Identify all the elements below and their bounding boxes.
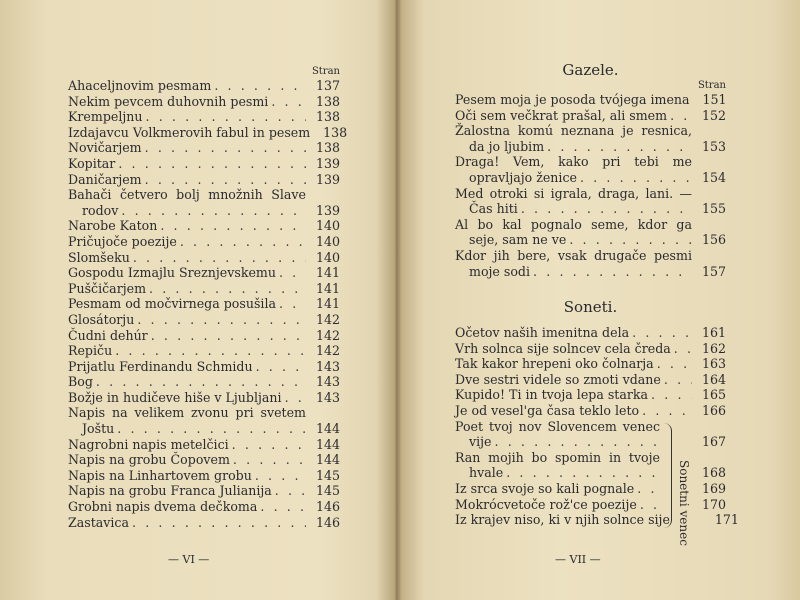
toc-entry	[68, 234, 340, 250]
toc-entry	[68, 515, 340, 531]
entry-title-continued: Čas hiti	[469, 201, 518, 217]
entry-title: Glosátorju	[68, 311, 135, 327]
entry-page: 154	[701, 169, 726, 185]
entry-page: 170	[701, 496, 726, 512]
page-number: — VI —	[168, 553, 210, 566]
entry-title-continued: da jo ljubim	[469, 138, 545, 154]
leader-dots	[566, 232, 692, 248]
section-title-gazele: Gazele.	[562, 61, 619, 79]
leader-dots	[276, 265, 306, 281]
leader-dots	[654, 356, 692, 372]
sonetni-venec-brace	[663, 423, 691, 546]
toc-entry	[68, 124, 348, 141]
entry-title: Napis na grobu Franca Julianija	[68, 483, 272, 499]
leader-dots	[118, 203, 306, 219]
entry-page: 168	[701, 465, 726, 481]
toc-entry	[68, 374, 340, 390]
entry-title: Napis na grobu Čopovem	[68, 452, 230, 468]
leader-dots	[518, 201, 692, 217]
leader-dots	[282, 390, 306, 406]
entry-page: 143	[315, 374, 340, 390]
entry-title: Daničarjem	[68, 171, 142, 187]
entry-title-continued: hvale	[469, 465, 504, 481]
toc-entry	[68, 78, 340, 94]
leader-dots	[667, 108, 692, 124]
toc-entry	[68, 250, 340, 266]
leader-dots	[661, 372, 692, 388]
entry-page: 138	[315, 140, 340, 156]
contents-list	[68, 78, 348, 530]
entry-page: 171	[714, 512, 739, 528]
leader-dots	[112, 343, 306, 359]
entry-page: 137	[315, 78, 340, 93]
toc-entry	[68, 94, 340, 110]
entry-title: Gospodu Izmajlu Sreznjevskemu	[68, 265, 276, 281]
leader-dots	[530, 264, 692, 280]
entry-title-continued: vije	[469, 434, 492, 450]
entry-page: 165	[701, 387, 726, 403]
toc-entry	[68, 343, 340, 359]
entry-title: Oči sem večkrat prašal, ali smem	[455, 107, 668, 123]
leader-dots	[177, 234, 306, 250]
entry-page: 144	[315, 436, 340, 452]
entry-title: Bahači četvero bolj množnih Slave	[68, 187, 306, 203]
toc-entry	[455, 108, 726, 124]
leader-dots	[134, 312, 306, 328]
stran-header: Stran	[311, 66, 340, 77]
entry-page: 146	[315, 514, 340, 530]
toc-entry	[68, 218, 340, 234]
entry-title: Narobe Katon	[68, 218, 158, 234]
leader-dots	[230, 452, 306, 468]
toc-entry	[455, 403, 726, 419]
entry-title: Kupido! Ti in tvoja lepa starka	[455, 387, 649, 403]
toc-entry	[68, 421, 340, 437]
entry-page: 142	[315, 343, 340, 359]
leader-dots	[130, 250, 306, 266]
leader-dots	[93, 374, 306, 390]
toc-entry	[68, 109, 340, 125]
entry-title: Izdajavcu Volkmerovih fabul in pesem	[68, 124, 311, 140]
leader-dots	[639, 403, 692, 419]
entry-page: 140	[315, 249, 340, 265]
entry-title: Žalostna komú neznana je resnica,	[455, 123, 692, 139]
entry-title: Prijatlu Ferdinandu Schmidu	[68, 358, 253, 374]
entry-title: Krempeljnu	[68, 109, 143, 125]
toc-entry	[68, 437, 340, 453]
entry-title: Tak kakor hrepeni oko čolnarja	[455, 356, 654, 372]
toc-entry	[68, 483, 340, 499]
toc-entry	[68, 281, 340, 297]
entry-page: 146	[315, 499, 340, 515]
toc-entry	[68, 187, 340, 203]
entry-page: 141	[315, 296, 340, 312]
leader-dots	[276, 296, 306, 312]
entry-title: Bog	[68, 374, 93, 390]
leader-dots	[629, 325, 692, 341]
entry-title: Pričujoče poezije	[68, 233, 177, 249]
entry-title: Repiču	[68, 343, 113, 359]
entry-page: 143	[315, 358, 340, 374]
entry-title: Pesem moja je posoda tvójega imena	[455, 92, 690, 107]
toc-entry	[455, 139, 726, 155]
entry-page: 151	[702, 92, 727, 107]
entry-title: Novičarjem	[68, 140, 142, 156]
toc-entry	[455, 341, 726, 357]
entry-title: Nagrobni napis metelčici	[68, 436, 229, 452]
leader-dots	[252, 468, 306, 484]
entry-title: Nekim pevcem duhovnih pesmi	[68, 93, 269, 109]
entry-title: Napis na Linhartovem grobu	[68, 467, 252, 483]
entry-title: Iz krajev niso, ki v njih solnce sije	[455, 512, 670, 528]
entry-title-continued: rodov	[82, 202, 119, 218]
entry-page: 144	[315, 421, 340, 437]
entry-page: 138	[315, 109, 340, 125]
entry-title: Čudni dehúr	[68, 327, 148, 343]
entry-title: Al bo kal pognalo seme, kdor ga	[455, 216, 692, 232]
leader-dots	[544, 139, 692, 155]
stran-header: Stran	[697, 80, 726, 91]
toc-entry	[455, 325, 726, 341]
brace	[663, 423, 672, 528]
entry-page: 155	[701, 201, 726, 217]
entry-page: 140	[315, 218, 340, 234]
toc-entry	[68, 405, 340, 421]
leader-dots	[129, 515, 306, 531]
entry-page: 144	[315, 452, 340, 468]
toc-entry	[68, 452, 340, 468]
toc-entry	[455, 92, 726, 108]
toc-entry	[455, 248, 726, 264]
entry-title: Pesmam od močvirnega posušila	[68, 296, 276, 312]
toc-entry	[455, 264, 726, 280]
leader-dots	[211, 78, 306, 94]
entry-title: Poet tvoj nov Slovencem venec	[455, 418, 660, 434]
entry-page: 138	[323, 124, 348, 140]
toc-entry	[455, 356, 726, 372]
entry-page: 145	[315, 483, 340, 499]
toc-entry	[455, 154, 726, 170]
leader-dots	[146, 281, 306, 297]
entry-title: Draga! Vem, kako pri tebi me	[455, 154, 692, 170]
toc-entry	[455, 170, 726, 186]
entry-title: Mokrócvetoče rož'ce poezije	[455, 496, 637, 512]
entry-title: Med otroki si igrala, draga, lani. —	[455, 185, 692, 201]
leader-dots	[157, 218, 306, 234]
leader-dots	[492, 434, 660, 450]
entry-title: Ran mojih bo spomin in tvoje	[455, 449, 660, 465]
entry-title: Zastavica	[68, 514, 129, 530]
page-number: — VII —	[555, 553, 601, 566]
toc-entry	[455, 123, 726, 139]
toc-entry	[455, 232, 726, 248]
toc-entry	[68, 312, 340, 328]
toc-entry	[68, 140, 340, 156]
entry-title-continued: Joštu	[82, 421, 115, 437]
entry-page: 157	[701, 263, 726, 279]
entry-page: 169	[701, 480, 726, 496]
toc-entry	[68, 468, 340, 484]
leader-dots	[114, 421, 306, 437]
leader-dots	[671, 341, 692, 357]
toc-entry	[455, 217, 726, 233]
leader-dots	[148, 328, 306, 344]
entry-page: 142	[315, 327, 340, 343]
toc-entry	[68, 359, 340, 375]
toc-entry	[68, 390, 340, 406]
toc-entry	[68, 499, 340, 515]
toc-entry	[455, 186, 726, 202]
leader-dots	[648, 387, 692, 403]
entry-page: 139	[315, 202, 340, 218]
leader-dots	[257, 499, 306, 515]
entry-page: 156	[701, 232, 726, 248]
entry-page: 166	[701, 402, 726, 418]
toc-entry	[68, 203, 340, 219]
leader-dots	[577, 170, 692, 186]
entry-title: Napis na velikem zvonu pri svetem	[68, 405, 306, 421]
toc-entry	[68, 296, 340, 312]
leader-dots	[115, 156, 306, 172]
entry-page: 162	[701, 340, 726, 356]
entry-page: 161	[701, 325, 726, 340]
entry-page: 141	[315, 265, 340, 281]
toc-entry	[68, 172, 340, 188]
entry-title: Slomšeku	[68, 249, 130, 265]
entry-page: 143	[315, 389, 340, 405]
leader-dots	[253, 359, 306, 375]
entry-page: 163	[701, 356, 726, 372]
entry-page: 138	[315, 93, 340, 109]
leader-dots	[142, 172, 306, 188]
leader-dots	[503, 465, 660, 481]
leader-dots	[229, 437, 306, 453]
entry-title: Božje in hudičeve hiše v Ljubljani	[68, 389, 282, 405]
entry-title: Puščičarjem	[68, 280, 147, 296]
toc-entry	[68, 156, 340, 172]
entry-page: 139	[315, 171, 340, 187]
entry-title: Grobni napis dvema dečkoma	[68, 499, 258, 515]
leader-dots	[637, 497, 660, 513]
entry-page: 139	[315, 155, 340, 171]
entry-page: 145	[315, 467, 340, 483]
entry-title: Kdor jih bere, vsak drugače pesmi	[455, 247, 692, 263]
entry-page: 141	[315, 280, 340, 296]
leader-dots	[634, 481, 660, 497]
toc-entry	[455, 201, 726, 217]
entry-page: 152	[701, 107, 726, 123]
entry-page: 167	[701, 434, 726, 450]
entry-page: 153	[701, 138, 726, 154]
toc-entry	[455, 387, 726, 403]
entry-title: Kopitar	[68, 155, 116, 171]
leader-dots	[142, 140, 306, 156]
gazele-list	[455, 92, 726, 279]
entry-title: Je od vesel'ga časa teklo leto	[455, 402, 640, 418]
entry-title-continued: moje sodi	[469, 263, 531, 279]
toc-entry	[68, 265, 340, 281]
entry-title: Dve sestri videle so zmoti vdane	[455, 371, 661, 387]
sonetni-venec-label: Sonetni venec	[677, 460, 691, 546]
entry-title: Ahaceljnovim pesmam	[68, 78, 212, 93]
leader-dots	[143, 109, 307, 125]
section-title-soneti: Soneti.	[563, 298, 618, 316]
entry-title: Vrh solnca sije solncev cela čreda	[455, 340, 671, 356]
entry-title: Očetov naših imenitna dela	[455, 325, 630, 340]
leader-dots	[268, 94, 306, 110]
entry-title-continued: seje, sam ne ve	[469, 232, 567, 248]
toc-entry	[68, 328, 340, 344]
entry-page: 140	[315, 233, 340, 249]
leader-dots	[272, 483, 306, 499]
entry-title-continued: opravljajo ženice	[469, 169, 577, 185]
entry-page: 142	[315, 311, 340, 327]
entry-title: Iz srca svoje so kali pognale	[455, 480, 635, 496]
toc-entry	[455, 372, 726, 388]
entry-page: 164	[701, 371, 726, 387]
